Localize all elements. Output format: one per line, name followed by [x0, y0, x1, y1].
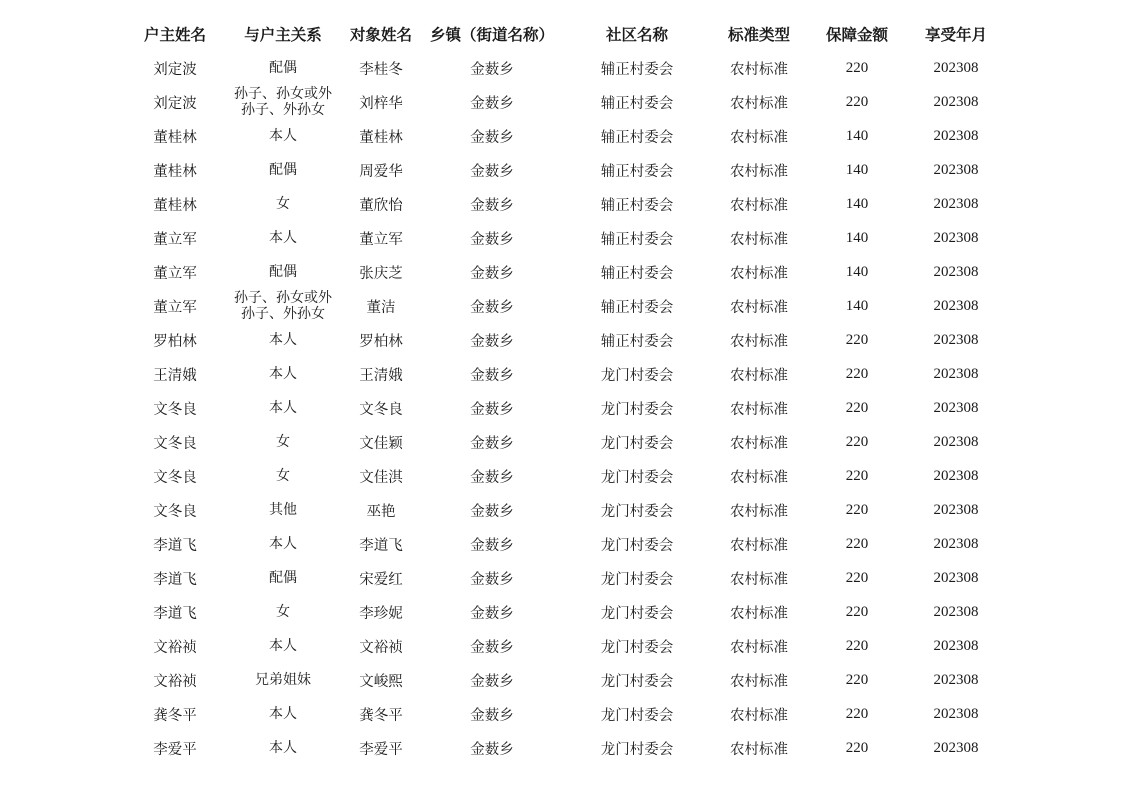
standard-type-cell: 农村标准: [730, 265, 788, 282]
amount-cell: 220: [845, 399, 869, 416]
table-row: [128, 663, 1008, 697]
recipient-name-cell: 李桂冬: [359, 61, 403, 78]
relation-cell: 本人: [269, 128, 297, 144]
benefit-month-cell: 202308: [933, 263, 979, 280]
relation-cell: 女: [276, 434, 290, 450]
amount-cell: 220: [845, 433, 869, 450]
amount-cell: 220: [845, 535, 869, 552]
benefit-month-cell: 202308: [933, 161, 979, 178]
householder-name-cell: 王清娥: [153, 367, 197, 384]
householder-name-cell: 文冬良: [153, 503, 197, 520]
header-row: [128, 17, 1008, 51]
standard-type-cell: 农村标准: [730, 197, 788, 214]
householder-name-cell: 文冬良: [153, 435, 197, 452]
amount-cell: 140: [845, 297, 869, 314]
header-benefit-month: 享受年月: [924, 26, 987, 44]
householder-name-cell: 罗柏林: [153, 333, 197, 350]
benefit-month-cell: 202308: [933, 739, 979, 756]
table-row: [128, 561, 1008, 595]
table-row: [128, 595, 1008, 629]
householder-name-cell: 董桂林: [153, 129, 197, 146]
amount-cell: 220: [845, 501, 869, 518]
community-cell: 龙门村委会: [600, 673, 674, 690]
table-header: [128, 17, 1008, 51]
community-cell: 辅正村委会: [600, 231, 674, 248]
township-cell: 金薮乡: [470, 469, 514, 486]
amount-cell: 220: [845, 603, 869, 620]
header-relation-to-householder: 与户主关系: [244, 26, 322, 44]
benefit-month-cell: 202308: [933, 331, 979, 348]
standard-type-cell: 农村标准: [730, 537, 788, 554]
community-cell: 龙门村委会: [600, 571, 674, 588]
table-row: [128, 391, 1008, 425]
table-row: [128, 425, 1008, 459]
relation-cell: 本人: [269, 536, 297, 552]
table-row: [128, 527, 1008, 561]
header-township: 乡镇（街道名称）: [429, 26, 554, 44]
standard-type-cell: 农村标准: [730, 673, 788, 690]
relation-cell: 女: [276, 468, 290, 484]
community-cell: 辅正村委会: [600, 299, 674, 316]
township-cell: 金薮乡: [470, 333, 514, 350]
community-cell: 龙门村委会: [600, 503, 674, 520]
relation-cell: 兄弟姐妹: [255, 672, 311, 688]
benefit-month-cell: 202308: [933, 501, 979, 518]
beneficiary-table: [128, 17, 1008, 765]
householder-name-cell: 董桂林: [153, 197, 197, 214]
benefit-month-cell: 202308: [933, 637, 979, 654]
standard-type-cell: 农村标准: [730, 231, 788, 248]
amount-cell: 140: [845, 195, 869, 212]
table-row: [128, 85, 1008, 119]
township-cell: 金薮乡: [470, 571, 514, 588]
standard-type-cell: 农村标准: [730, 639, 788, 656]
amount-cell: 220: [845, 93, 869, 110]
standard-type-cell: 农村标准: [730, 299, 788, 316]
table-row: [128, 731, 1008, 765]
amount-cell: 220: [845, 637, 869, 654]
relation-cell: 配偶: [269, 60, 297, 76]
township-cell: 金薮乡: [470, 197, 514, 214]
amount-cell: 220: [845, 705, 869, 722]
householder-name-cell: 董立军: [153, 265, 197, 282]
householder-name-cell: 李道飞: [153, 537, 197, 554]
recipient-name-cell: 文峻熙: [359, 673, 403, 690]
township-cell: 金薮乡: [470, 605, 514, 622]
benefit-month-cell: 202308: [933, 569, 979, 586]
header-householder-name: 户主姓名: [143, 26, 206, 44]
relation-cell: 本人: [269, 230, 297, 246]
township-cell: 金薮乡: [470, 231, 514, 248]
table-row: [128, 221, 1008, 255]
table-body: [128, 51, 1008, 765]
recipient-name-cell: 董桂林: [359, 129, 403, 146]
amount-cell: 220: [845, 569, 869, 586]
householder-name-cell: 龚冬平: [153, 707, 197, 724]
householder-name-cell: 文冬良: [153, 469, 197, 486]
community-cell: 辅正村委会: [600, 95, 674, 112]
recipient-name-cell: 文佳颖: [359, 435, 403, 452]
recipient-name-cell: 罗柏林: [359, 333, 403, 350]
relation-cell: 孙子、孙女或外孙子、外孙女: [234, 86, 332, 118]
recipient-name-cell: 巫艳: [366, 503, 396, 520]
document-page: [128, 17, 1008, 765]
householder-name-cell: 李爱平: [153, 741, 197, 758]
community-cell: 龙门村委会: [600, 537, 674, 554]
recipient-name-cell: 董洁: [366, 299, 396, 316]
table-row: [128, 323, 1008, 357]
community-cell: 辅正村委会: [600, 197, 674, 214]
community-cell: 辅正村委会: [600, 333, 674, 350]
township-cell: 金薮乡: [470, 401, 514, 418]
relation-cell: 本人: [269, 740, 297, 756]
relation-cell: 配偶: [269, 162, 297, 178]
township-cell: 金薮乡: [470, 367, 514, 384]
relation-cell: 配偶: [269, 570, 297, 586]
recipient-name-cell: 李道飞: [359, 537, 403, 554]
standard-type-cell: 农村标准: [730, 435, 788, 452]
standard-type-cell: 农村标准: [730, 469, 788, 486]
community-cell: 龙门村委会: [600, 605, 674, 622]
community-cell: 辅正村委会: [600, 265, 674, 282]
amount-cell: 220: [845, 59, 869, 76]
relation-cell: 其他: [269, 502, 297, 518]
recipient-name-cell: 王清娥: [359, 367, 403, 384]
standard-type-cell: 农村标准: [730, 571, 788, 588]
table-row: [128, 629, 1008, 663]
township-cell: 金薮乡: [470, 129, 514, 146]
relation-cell: 女: [276, 604, 290, 620]
amount-cell: 220: [845, 671, 869, 688]
amount-cell: 220: [845, 331, 869, 348]
benefit-month-cell: 202308: [933, 603, 979, 620]
township-cell: 金薮乡: [470, 299, 514, 316]
benefit-month-cell: 202308: [933, 127, 979, 144]
township-cell: 金薮乡: [470, 265, 514, 282]
standard-type-cell: 农村标准: [730, 61, 788, 78]
township-cell: 金薮乡: [470, 707, 514, 724]
community-cell: 辅正村委会: [600, 163, 674, 180]
community-cell: 辅正村委会: [600, 61, 674, 78]
township-cell: 金薮乡: [470, 503, 514, 520]
benefit-month-cell: 202308: [933, 535, 979, 552]
relation-cell: 本人: [269, 638, 297, 654]
table-row: [128, 289, 1008, 323]
township-cell: 金薮乡: [470, 61, 514, 78]
standard-type-cell: 农村标准: [730, 707, 788, 724]
header-standard-type: 标准类型: [727, 26, 790, 44]
standard-type-cell: 农村标准: [730, 95, 788, 112]
benefit-month-cell: 202308: [933, 705, 979, 722]
township-cell: 金薮乡: [470, 673, 514, 690]
community-cell: 辅正村委会: [600, 129, 674, 146]
table-row: [128, 357, 1008, 391]
recipient-name-cell: 龚冬平: [359, 707, 403, 724]
benefit-month-cell: 202308: [933, 195, 979, 212]
householder-name-cell: 董立军: [153, 231, 197, 248]
householder-name-cell: 刘定波: [153, 61, 197, 78]
householder-name-cell: 董立军: [153, 299, 197, 316]
table-row: [128, 493, 1008, 527]
amount-cell: 220: [845, 739, 869, 756]
standard-type-cell: 农村标准: [730, 401, 788, 418]
benefit-month-cell: 202308: [933, 93, 979, 110]
recipient-name-cell: 李珍妮: [359, 605, 403, 622]
recipient-name-cell: 董立军: [359, 231, 403, 248]
benefit-month-cell: 202308: [933, 467, 979, 484]
community-cell: 龙门村委会: [600, 469, 674, 486]
householder-name-cell: 董桂林: [153, 163, 197, 180]
recipient-name-cell: 董欣怡: [359, 197, 403, 214]
amount-cell: 220: [845, 467, 869, 484]
householder-name-cell: 文冬良: [153, 401, 197, 418]
benefit-month-cell: 202308: [933, 297, 979, 314]
standard-type-cell: 农村标准: [730, 163, 788, 180]
community-cell: 龙门村委会: [600, 707, 674, 724]
township-cell: 金薮乡: [470, 435, 514, 452]
table-row: [128, 51, 1008, 85]
header-community: 社区名称: [605, 26, 668, 44]
recipient-name-cell: 周爱华: [359, 163, 403, 180]
community-cell: 龙门村委会: [600, 367, 674, 384]
householder-name-cell: 文裕祯: [153, 639, 197, 656]
community-cell: 龙门村委会: [600, 639, 674, 656]
recipient-name-cell: 文冬良: [359, 401, 403, 418]
standard-type-cell: 农村标准: [730, 605, 788, 622]
recipient-name-cell: 宋爱红: [359, 571, 403, 588]
recipient-name-cell: 张庆芝: [359, 265, 403, 282]
amount-cell: 140: [845, 263, 869, 280]
township-cell: 金薮乡: [470, 95, 514, 112]
recipient-name-cell: 李爱平: [359, 741, 403, 758]
standard-type-cell: 农村标准: [730, 333, 788, 350]
benefit-month-cell: 202308: [933, 229, 979, 246]
community-cell: 龙门村委会: [600, 401, 674, 418]
township-cell: 金薮乡: [470, 741, 514, 758]
table-row: [128, 697, 1008, 731]
relation-cell: 配偶: [269, 264, 297, 280]
table-row: [128, 459, 1008, 493]
relation-cell: 女: [276, 196, 290, 212]
recipient-name-cell: 刘梓华: [359, 95, 403, 112]
amount-cell: 140: [845, 161, 869, 178]
relation-cell: 孙子、孙女或外孙子、外孙女: [234, 290, 332, 322]
benefit-month-cell: 202308: [933, 433, 979, 450]
standard-type-cell: 农村标准: [730, 503, 788, 520]
benefit-month-cell: 202308: [933, 365, 979, 382]
relation-cell: 本人: [269, 332, 297, 348]
amount-cell: 140: [845, 229, 869, 246]
table-row: [128, 187, 1008, 221]
recipient-name-cell: 文裕祯: [359, 639, 403, 656]
benefit-month-cell: 202308: [933, 671, 979, 688]
standard-type-cell: 农村标准: [730, 741, 788, 758]
benefit-month-cell: 202308: [933, 59, 979, 76]
recipient-name-cell: 文佳淇: [359, 469, 403, 486]
township-cell: 金薮乡: [470, 639, 514, 656]
township-cell: 金薮乡: [470, 537, 514, 554]
relation-cell: 本人: [269, 400, 297, 416]
community-cell: 龙门村委会: [600, 435, 674, 452]
householder-name-cell: 李道飞: [153, 571, 197, 588]
relation-cell: 本人: [269, 366, 297, 382]
table-row: [128, 153, 1008, 187]
standard-type-cell: 农村标准: [730, 129, 788, 146]
header-recipient-name: 对象姓名: [349, 26, 412, 44]
benefit-month-cell: 202308: [933, 399, 979, 416]
householder-name-cell: 李道飞: [153, 605, 197, 622]
header-allowance-amount: 保障金额: [825, 26, 888, 44]
township-cell: 金薮乡: [470, 163, 514, 180]
community-cell: 龙门村委会: [600, 741, 674, 758]
householder-name-cell: 刘定波: [153, 95, 197, 112]
amount-cell: 140: [845, 127, 869, 144]
table-row: [128, 119, 1008, 153]
relation-cell: 本人: [269, 706, 297, 722]
table-row: [128, 255, 1008, 289]
householder-name-cell: 文裕祯: [153, 673, 197, 690]
amount-cell: 220: [845, 365, 869, 382]
standard-type-cell: 农村标准: [730, 367, 788, 384]
